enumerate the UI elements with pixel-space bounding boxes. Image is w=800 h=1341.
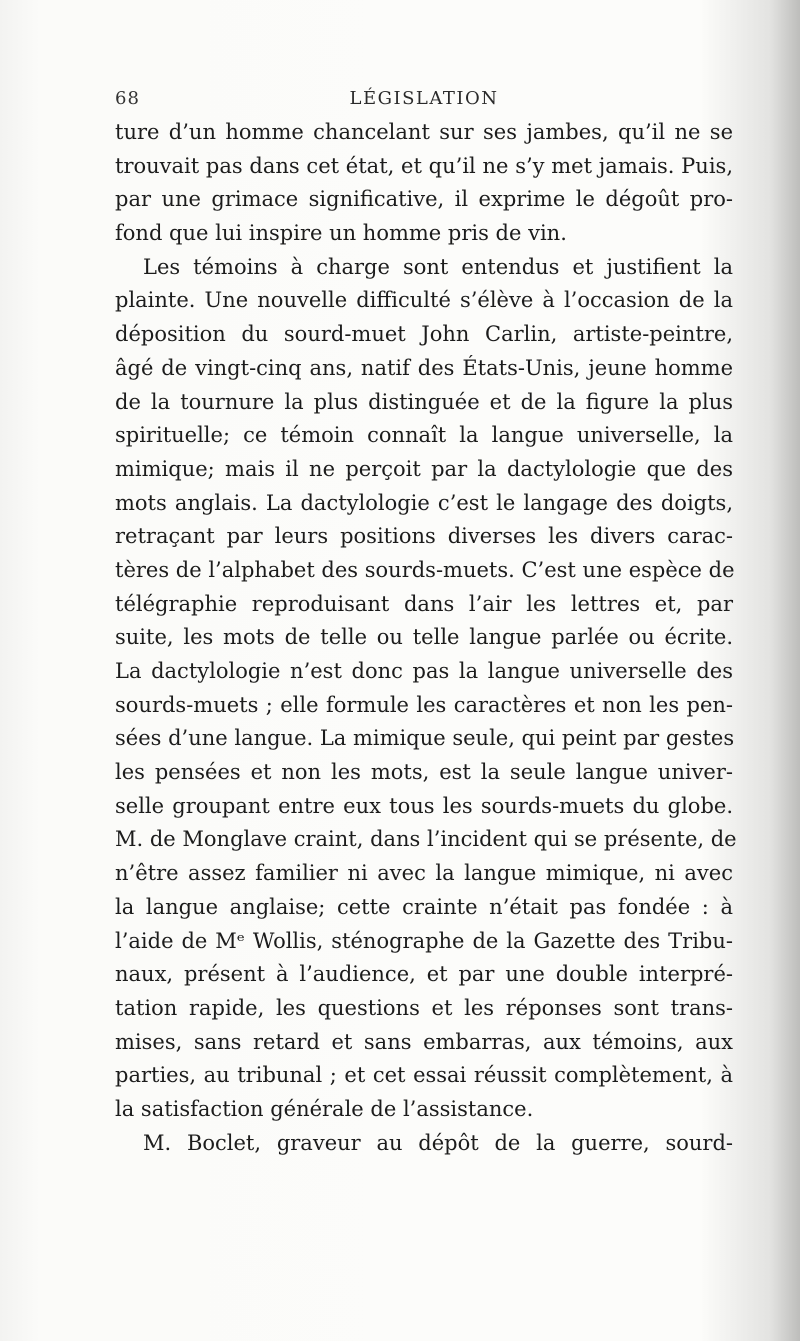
text-line: les pensées et non les mots, est la seule langue univer- <box>115 760 733 785</box>
text-line: par une grimace significative, il exprime le dégoût pro- <box>115 187 733 212</box>
text-line: tères de l’alphabet des sourds-muets. C’est une espèce de <box>115 557 735 582</box>
text-line: de la tournure la plus distinguée et de la figure la plus <box>115 389 733 414</box>
text-line: trouvait pas dans cet état, et qu’il ne s’y met jamais. Puis, <box>115 153 733 178</box>
page-number: 68 <box>115 88 140 109</box>
text-line: la langue anglaise; cette crainte n’était pas fondée : à <box>115 894 733 919</box>
text-line: selle groupant entre eux tous les sourds-muets du globe. <box>115 793 733 818</box>
text-line: déposition du sourd-muet John Carlin, artiste-peintre, <box>115 322 733 347</box>
text-line: sées d’une langue. La mimique seule, qui peint par gestes <box>115 726 735 751</box>
text-line: mises, sans retard et sans embarras, aux témoins, aux <box>115 1029 733 1054</box>
text-line: M. de Monglave craint, dans l’incident qui se présente, de <box>115 827 737 852</box>
text-line: suite, les mots de telle ou telle langue parlée ou écrite. <box>115 625 733 650</box>
text-line: mots anglais. La dactylologie c’est le langage des doigts, <box>115 490 733 515</box>
text-line: sourds-muets ; elle formule les caractères et non les pen- <box>115 692 733 717</box>
text-line: l’aide de Mᵉ Wollis, sténographe de la Gazette des Tribu- <box>115 928 733 953</box>
text-line: ture d’un homme chancelant sur ses jambes, qu’il ne se <box>115 120 733 144</box>
text-line: Les témoins à charge sont entendus et justifient la <box>143 254 733 279</box>
text-line: âgé de vingt-cinq ans, natif des États-Unis, jeune homme <box>115 355 733 380</box>
text-line: la satisfaction générale de l’assistance. <box>115 1096 534 1121</box>
body-text <box>115 116 737 1160</box>
text-line: fond que lui inspire un homme pris de vin. <box>115 221 567 246</box>
text-line: télégraphie reproduisant dans l’air les lettres et, par <box>115 591 733 616</box>
text-line: parties, au tribunal ; et cet essai réussit complètement, à <box>115 1063 733 1088</box>
page-header <box>115 82 733 114</box>
text-line: tation rapide, les questions et les réponses sont trans- <box>115 995 733 1020</box>
text-line: spirituelle; ce témoin connaît la langue universelle, la <box>115 423 733 448</box>
text-line: naux, présent à l’audience, et par une double interpré- <box>115 962 733 987</box>
text-line: M. Boclet, graveur au dépôt de la guerre, sourd- <box>143 1130 733 1155</box>
text-line: mimique; mais il ne perçoit par la dactylologie que des <box>115 456 733 481</box>
text-line: retraçant par leurs positions diverses les divers carac- <box>115 524 733 549</box>
text-line: La dactylologie n’est donc pas la langue universelle des <box>115 659 733 683</box>
text-line: plainte. Une nouvelle difficulté s’élève à l’occasion de la <box>115 288 733 313</box>
text-line: n’être assez familier ni avec la langue mimique, ni avec <box>115 861 733 886</box>
running-head: LÉGISLATION <box>349 88 499 109</box>
